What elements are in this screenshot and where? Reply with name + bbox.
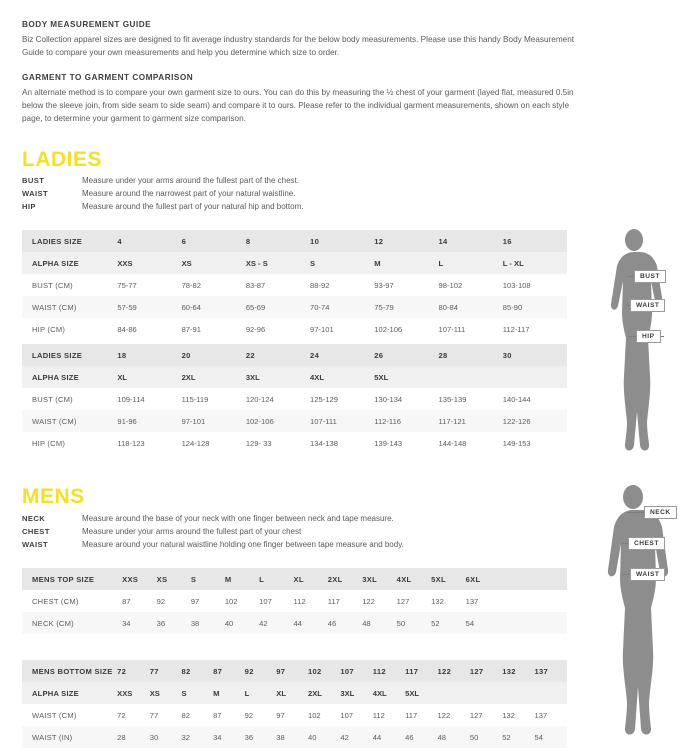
definition-row <box>22 540 582 549</box>
table-row <box>22 432 567 454</box>
alpha-size-cell <box>470 682 502 704</box>
table-cell: 112-117 <box>502 324 530 334</box>
table-header-cell: 20 <box>181 350 191 360</box>
table-header-cell: 6XL <box>465 574 481 584</box>
alpha-size-label: ALPHA SIZE <box>32 258 79 268</box>
table-header-label: MENS TOP SIZE <box>32 574 95 584</box>
table-header-cell: 4 <box>117 236 122 246</box>
table-row <box>22 388 567 410</box>
table-cell: 140-144 <box>502 394 531 404</box>
table-row <box>22 704 567 726</box>
table-header-row <box>22 568 567 590</box>
table-cell: 134-138 <box>310 438 338 448</box>
row-label: NECK (CM) <box>22 612 122 634</box>
table-header-cell: XL <box>293 574 304 584</box>
table-cell: 98-102 <box>438 280 463 290</box>
table-cell: 139-143 <box>374 438 403 448</box>
table-header-label: MENS BOTTOM SIZE <box>32 666 113 676</box>
table-header-cell: XXS <box>122 574 139 584</box>
alpha-size-cell: 5XL <box>405 688 420 698</box>
table-header-cell: 5XL <box>431 574 446 584</box>
table-cell: 137 <box>465 596 479 606</box>
alpha-size-cell: L - XL <box>502 258 524 268</box>
table-header-cell: 8 <box>245 236 251 246</box>
definition-desc: Measure around your natural waistline holding one finger between tape measure and body. <box>82 540 404 549</box>
table-row <box>22 274 567 296</box>
table-header-cell: 26 <box>374 350 384 360</box>
table-header-cell: 3XL <box>362 574 378 584</box>
table-cell: 42 <box>340 726 372 748</box>
table-cell: 92 <box>244 710 254 720</box>
table-cell: 72 <box>117 710 126 720</box>
table-cell: 97-101 <box>310 324 334 334</box>
table-cell: 102 <box>224 596 238 606</box>
table-cell: 122 <box>437 710 451 720</box>
alpha-size-cell <box>503 366 567 388</box>
alpha-size-cell: XL <box>117 372 128 382</box>
alpha-size-cell: XS - S <box>245 258 268 268</box>
row-label: WAIST (IN) <box>22 726 117 748</box>
table-cell: 60-64 <box>182 296 246 318</box>
table-cell: 92-96 <box>245 324 266 334</box>
body-measurement-guide-text: Biz Collection apparel sizes are designed to fit average industry standards for the below body measurements. Please use this handy Body Measurement Guide to compare your own measurements and help you determine which size to order. <box>22 35 575 57</box>
table-cell: 102-106 <box>374 324 403 334</box>
table-header-row <box>22 660 567 682</box>
alpha-size-cell: M <box>374 258 381 268</box>
table-cell: 92 <box>156 596 166 606</box>
definition-row <box>22 514 582 523</box>
garment-comparison-text: An alternate method is to compare your own garment size to ours. You can do this by measuring the ½ chest of your garment (layed flat, measured 0.5in below the sleeve join, from side seam to side seam) and compare it to ours. Please refer to the individual garment measurements, shown on each style page, to determine your garment to garment size comparison. <box>22 88 574 123</box>
table-cell: 70-74 <box>310 296 374 318</box>
alpha-size-row <box>22 682 567 704</box>
table-cell: 50 <box>470 726 502 748</box>
table-cell: 54 <box>535 726 567 748</box>
table-cell: 122 <box>362 596 375 606</box>
table-header-cell: 132 <box>502 666 516 676</box>
alpha-size-label: ALPHA SIZE <box>32 688 79 698</box>
table-cell: 135-139 <box>438 394 467 404</box>
row-label: CHEST (CM) <box>32 596 79 606</box>
alpha-size-cell <box>502 682 534 704</box>
table-cell: 112 <box>293 596 306 606</box>
table-cell: 130-134 <box>374 394 403 404</box>
table-header-row <box>22 344 567 366</box>
table-cell: 127 <box>469 710 483 720</box>
table-cell: 65-69 <box>246 296 310 318</box>
intro-section <box>22 20 582 140</box>
table-header-cell: 97 <box>276 666 286 676</box>
table-header-cell: 117 <box>405 666 419 676</box>
table-cell: 102 <box>307 710 321 720</box>
table-cell: 40 <box>308 726 340 748</box>
table-cell: 38 <box>276 726 308 748</box>
table-header-cell: M <box>224 574 232 584</box>
table-cell: 97-101 <box>182 410 246 432</box>
table-cell: 48 <box>438 726 470 748</box>
table-row <box>22 318 567 340</box>
table-header-cell: 72 <box>117 666 127 676</box>
table-cell: 107 <box>259 596 272 606</box>
row-label: HIP (CM) <box>32 324 66 334</box>
table-header-cell: 87 <box>213 666 223 676</box>
table-header-cell <box>500 568 533 590</box>
table-cell: 144-148 <box>438 438 467 448</box>
alpha-size-cell <box>439 366 503 388</box>
alpha-size-cell: 4XL <box>310 372 324 382</box>
alpha-size-cell: S <box>310 258 316 268</box>
table-header-cell: 82 <box>181 666 191 676</box>
row-label: HIP (CM) <box>32 438 66 448</box>
table-cell: 117 <box>405 710 418 720</box>
table-cell: 38 <box>191 612 225 634</box>
table-cell: 78-82 <box>181 280 202 290</box>
male-silhouette-icon <box>600 482 696 744</box>
definition-desc: Measure around the fullest part of your natural hip and bottom. <box>82 202 304 211</box>
table-cell <box>533 590 567 612</box>
table-cell: 112-116 <box>374 410 438 432</box>
table-cell: 36 <box>245 726 277 748</box>
table-cell <box>533 612 567 634</box>
definition-term: NECK <box>22 514 46 523</box>
garment-comparison-heading: GARMENT TO GARMENT COMPARISON <box>22 73 194 83</box>
table-cell: 149-153 <box>502 438 531 448</box>
table-cell: 109-114 <box>117 394 145 404</box>
alpha-size-cell: 2XL <box>307 688 322 698</box>
callout-waist: WAIST <box>630 299 665 312</box>
table-header-cell: 10 <box>310 236 320 246</box>
table-cell: 117 <box>327 596 340 606</box>
definition-row <box>22 527 582 536</box>
callout-hip: HIP <box>636 330 661 343</box>
table-header-cell: 24 <box>310 350 320 360</box>
alpha-size-label: ALPHA SIZE <box>32 372 79 382</box>
alpha-size-cell: 3XL <box>340 688 355 698</box>
definition-term: WAIST <box>22 540 49 549</box>
table-cell: 87 <box>122 596 131 606</box>
definition-row <box>22 176 582 185</box>
table-header-cell: 127 <box>469 666 484 676</box>
ladies-definitions <box>22 176 582 215</box>
table-row <box>22 612 567 634</box>
alpha-size-cell: XS <box>149 688 160 698</box>
definition-term: CHEST <box>22 527 50 536</box>
definition-row <box>22 202 582 211</box>
mens-top-size-table <box>22 568 567 634</box>
alpha-size-cell: L <box>244 688 250 698</box>
table-cell: 46 <box>328 612 362 634</box>
definition-row <box>22 189 582 198</box>
table-cell: 84-86 <box>117 324 137 334</box>
table-cell: 77 <box>149 710 159 720</box>
table-header-cell: 137 <box>534 666 549 676</box>
table-cell: 75-79 <box>374 296 438 318</box>
alpha-size-cell: L <box>438 258 444 268</box>
table-cell <box>500 590 533 612</box>
table-cell: 124-128 <box>181 438 210 448</box>
table-cell: 107 <box>340 710 354 720</box>
table-header-cell: 112 <box>372 666 386 676</box>
alpha-size-cell: 5XL <box>374 372 389 382</box>
table-cell: 75-77 <box>117 280 137 290</box>
table-header-cell: 14 <box>438 236 448 246</box>
table-cell: 120-124 <box>245 394 274 404</box>
table-header-cell: 18 <box>117 350 127 360</box>
table-row <box>22 296 567 318</box>
alpha-size-cell: 4XL <box>372 688 387 698</box>
ladies-body-figure <box>600 226 696 461</box>
alpha-size-cell <box>535 682 567 704</box>
table-header-cell: 107 <box>340 666 354 676</box>
callout-chest: CHEST <box>628 537 665 550</box>
table-cell: 129- 33 <box>245 438 272 448</box>
table-cell: 32 <box>181 726 213 748</box>
table-header-cell: 30 <box>502 350 512 360</box>
row-label: WAIST (CM) <box>22 410 117 432</box>
table-cell: 80-84 <box>439 296 503 318</box>
table-cell: 137 <box>534 710 548 720</box>
table-header-label: LADIES SIZE <box>32 350 83 360</box>
table-cell: 118-123 <box>117 438 145 448</box>
alpha-size-cell: S <box>181 688 187 698</box>
row-label: BUST (CM) <box>32 280 73 290</box>
ladies-section-title: LADIES <box>22 148 103 171</box>
alpha-size-cell: M <box>213 688 220 698</box>
table-cell: 30 <box>150 726 182 748</box>
table-cell: 82 <box>181 710 190 720</box>
table-cell: 46 <box>405 726 437 748</box>
table-cell: 57-59 <box>117 296 181 318</box>
row-label: WAIST (CM) <box>32 710 77 720</box>
table-header-cell: S <box>190 574 197 584</box>
alpha-size-cell: XXS <box>117 258 133 268</box>
callout-waist: WAIST <box>630 568 665 581</box>
table-cell: 52 <box>502 726 534 748</box>
table-row <box>22 726 567 748</box>
callout-bust: BUST <box>634 270 666 283</box>
table-cell: 102-106 <box>246 410 310 432</box>
table-cell: 112 <box>372 710 385 720</box>
table-cell: 91-96 <box>117 410 181 432</box>
table-cell: 103-108 <box>502 280 531 290</box>
table-cell: 40 <box>225 612 259 634</box>
ladies-size-table-small <box>22 230 567 340</box>
table-cell: 48 <box>362 612 396 634</box>
definition-desc: Measure around the narrowest part of your natural waistline. <box>82 189 296 198</box>
alpha-size-cell: 3XL <box>245 372 260 382</box>
table-cell: 125-129 <box>310 394 338 404</box>
definition-desc: Measure under your arms around the fullest part of the chest. <box>82 176 300 185</box>
table-cell: 87-91 <box>181 324 202 334</box>
table-header-row <box>22 230 567 252</box>
table-cell: 50 <box>397 612 431 634</box>
alpha-size-row <box>22 366 567 388</box>
table-cell: 85-90 <box>503 296 567 318</box>
table-header-cell: 77 <box>149 666 159 676</box>
alpha-size-cell: 2XL <box>181 372 196 382</box>
table-cell <box>500 612 533 634</box>
definition-desc: Measure around the base of your neck with one finger between neck and tape measure. <box>82 514 394 523</box>
table-cell: 28 <box>117 726 150 748</box>
definition-desc: Measure under your arms around the fullest part of your chest <box>82 527 302 536</box>
table-cell: 54 <box>466 612 500 634</box>
table-cell: 115-119 <box>181 394 209 404</box>
table-cell: 88-92 <box>310 280 330 290</box>
table-cell: 132 <box>502 710 515 720</box>
table-header-cell: 102 <box>307 666 322 676</box>
definition-term: WAIST <box>22 189 49 198</box>
table-header-cell: 6 <box>181 236 187 246</box>
alpha-size-row <box>22 252 567 274</box>
table-header-cell: 122 <box>437 666 452 676</box>
table-cell: 117-121 <box>439 410 503 432</box>
table-cell: 97 <box>190 596 200 606</box>
mens-body-figure <box>600 482 696 744</box>
table-header-cell: XS <box>156 574 168 584</box>
table-header-label: LADIES SIZE <box>32 236 83 246</box>
table-cell: 34 <box>213 726 245 748</box>
table-cell: 132 <box>431 596 444 606</box>
table-cell: 107-111 <box>438 324 466 334</box>
definition-term: HIP <box>22 202 36 211</box>
table-cell: 127 <box>396 596 410 606</box>
table-header-cell <box>533 568 567 590</box>
table-cell: 36 <box>157 612 191 634</box>
table-cell: 44 <box>373 726 405 748</box>
table-cell: 52 <box>431 612 465 634</box>
table-cell: 34 <box>122 612 157 634</box>
mens-bottom-size-table <box>22 660 567 748</box>
ladies-size-table-large <box>22 344 567 454</box>
table-cell: 42 <box>259 612 293 634</box>
table-cell: 44 <box>293 612 327 634</box>
table-header-cell: 22 <box>245 350 255 360</box>
table-cell: 93-97 <box>374 280 394 290</box>
female-silhouette-icon <box>600 226 696 461</box>
alpha-size-cell: XS <box>181 258 192 268</box>
table-cell: 122-126 <box>503 410 567 432</box>
mens-definitions <box>22 514 582 553</box>
table-cell: 107-111 <box>310 410 374 432</box>
alpha-size-cell <box>438 682 470 704</box>
table-header-cell: 2XL <box>327 574 343 584</box>
row-label: BUST (CM) <box>32 394 73 404</box>
table-cell: 83-87 <box>245 280 266 290</box>
table-cell: 87 <box>213 710 222 720</box>
table-row <box>22 410 567 432</box>
body-measurement-guide-heading: BODY MEASUREMENT GUIDE <box>22 20 152 29</box>
table-header-cell: 16 <box>502 236 512 246</box>
alpha-size-cell: XL <box>276 688 286 698</box>
callout-neck: NECK <box>644 506 677 519</box>
table-row <box>22 590 567 612</box>
table-header-cell: 4XL <box>396 574 412 584</box>
alpha-size-cell: XXS <box>117 688 133 698</box>
table-header-cell: 28 <box>438 350 448 360</box>
table-header-cell: L <box>259 574 265 584</box>
table-header-cell: 92 <box>244 666 254 676</box>
table-header-cell: 12 <box>374 236 384 246</box>
table-cell: 97 <box>276 710 285 720</box>
row-label: WAIST (CM) <box>22 296 117 318</box>
definition-term: BUST <box>22 176 45 185</box>
mens-section-title: MENS <box>22 485 85 508</box>
